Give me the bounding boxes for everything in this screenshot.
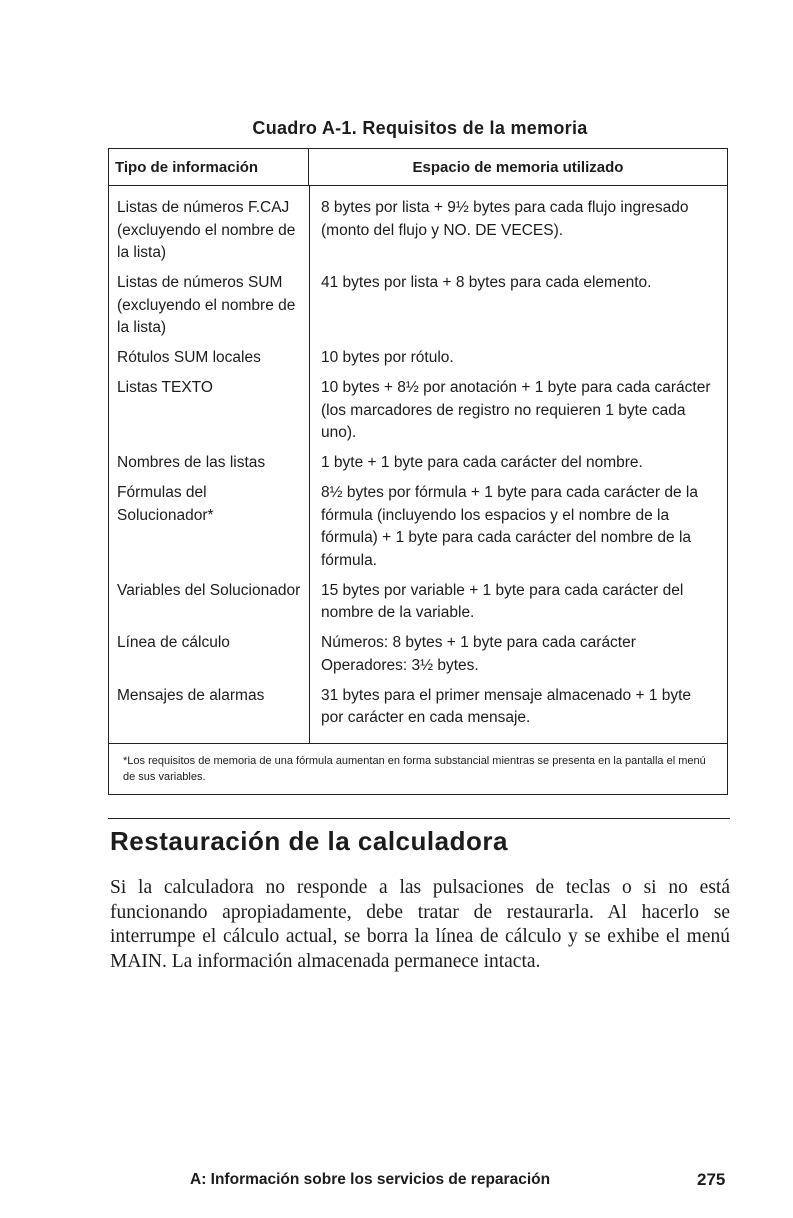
table-row [109,197,727,265]
table-footnote: *Los requisitos de memoria de una fórmula aumentan en forma substancial mientras se presenta en la pantalla el menú de sus variables. [109,743,727,794]
space-cell: 10 bytes + 8½ por anotación + 1 byte para cada carácter (los marcadores de registro no requieren 1 byte cada uno). [321,379,711,441]
type-cell: Mensajes de alarmas [117,686,265,704]
table-row [109,377,727,445]
type-cell: Variables del Solucionador [117,581,301,599]
section-paragraph: Si la calculadora no responde a las pulsaciones de teclas o si no está funcionando apropiadamente, debe tratar de restaurarla. Al hacerlo se interrumpe el cálculo actual, se borra la línea de cálculo y se exhibe el menú MAIN. La información almacenada permanece intacta. [110,877,730,972]
table-row [109,580,727,625]
space-cell: 41 bytes por lista + 8 bytes para cada elemento. [321,274,652,291]
table-row [109,685,727,730]
space-cell: 8 bytes por lista + 9½ bytes para cada flujo ingresado (monto del flujo y NO. DE VECES). [321,199,689,239]
type-cell: Nombres de las listas [117,454,266,471]
type-cell: Listas TEXTO [117,379,213,396]
table-header-row [109,149,727,186]
space-cell: 31 bytes para el primer mensaje almacenado + 1 byte por carácter en cada mensaje. [321,686,692,726]
space-cell: Números: 8 bytes + 1 byte para cada carácter Operadores: 3½ bytes. [321,634,636,674]
section-heading: Restauración de la calculadora [110,826,508,856]
table-row [109,452,727,475]
table-caption: Cuadro A-1. Requisitos de la memoria [252,118,588,138]
space-cell: 8½ bytes por fórmula + 1 byte para cada carácter de la fórmula (incluyendo los espacios y el nombre de la fórmula) + 1 byte para cada carácter del nombre de la fórmula. [321,484,698,569]
space-cell: 1 byte + 1 byte para cada carácter del nombre. [321,454,643,471]
type-cell: Rótulos SUM locales [117,349,261,366]
header-space: Espacio de memoria utilizado [412,158,624,176]
section-divider [108,818,730,819]
table-row [109,482,727,572]
space-cell: 10 bytes por rótulo. [321,349,454,366]
footer-chapter-title: A: Información sobre los servicios de reparación [190,1171,551,1188]
table-row [109,347,727,370]
memory-requirements-table [108,148,728,795]
type-cell: Línea de cálculo [117,634,230,651]
table-body [109,186,727,743]
page-number: 275 [697,1170,726,1189]
header-type: Tipo de información [109,149,309,185]
type-cell: Listas de números SUM (excluyendo el nombre de la lista) [117,274,296,336]
type-cell: Fórmulas del Solucionador* [117,484,214,524]
space-cell: 15 bytes por variable + 1 byte para cada carácter del nombre de la variable. [321,581,684,621]
type-cell: Listas de números F.CAJ (excluyendo el nombre de la lista) [117,199,296,261]
table-row [109,632,727,677]
table-row [109,272,727,340]
